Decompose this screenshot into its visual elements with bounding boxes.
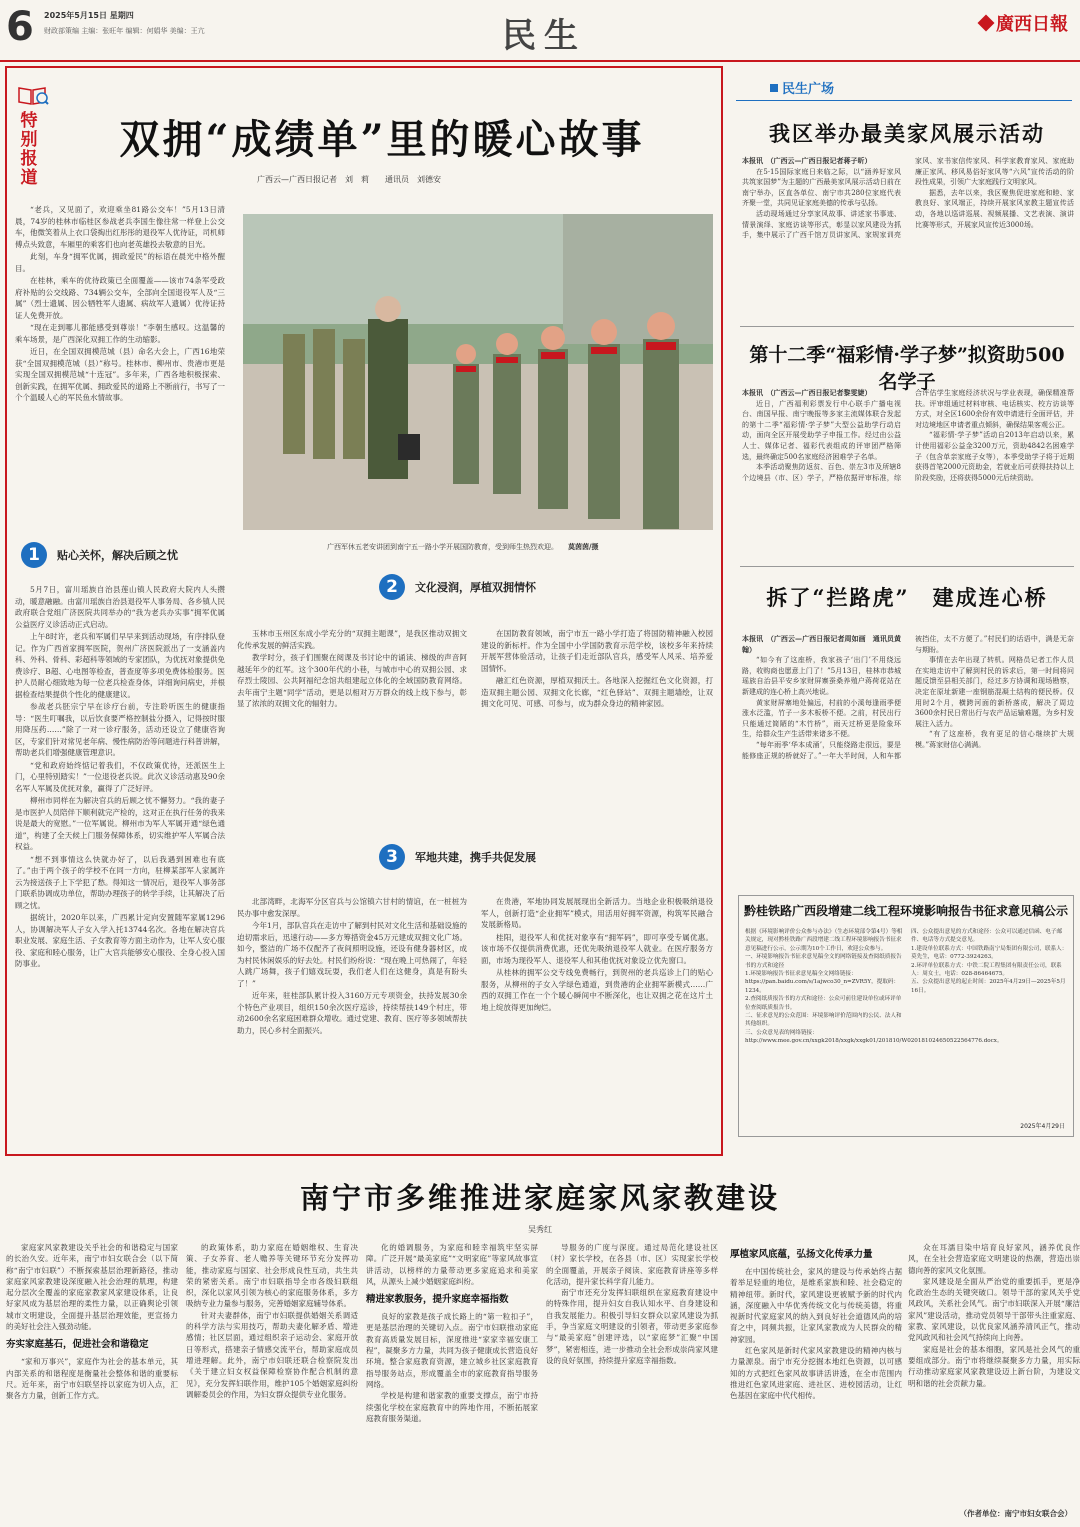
- feature-byline: 广西云—广西日报记者 刘 莉 通讯员 刘德安: [257, 175, 441, 184]
- newspaper-logo: [980, 10, 1068, 36]
- paragraph: 柳州市同样在为解决官兵的后顾之忧不懈努力。“我的妻子是市医护人员陪伴下顺利就完产检的，这对正在执行任务的我来说是最大的宽慰。”一位军属说。柳州市为军人军属开通“绿色通道”，构建了全天候上门服务保障体系，切实维护军人军属合法权益。: [15, 796, 225, 851]
- paragraph: 5月7日，富川瑶族自治县莲山镇人民政府大院内人头攒动，暖意融融。由富川瑶族自治县退役军人事务局、各乡镇人民政府联合党组广济医院共同举办的“我为老兵办实事”拥军优属公益医疗义诊活动正式启动。: [15, 585, 225, 629]
- paragraph: 此刻，车身“拥军优属，拥政爱民”的标语在晨光中格外醒目。: [15, 252, 225, 273]
- masthead: [0, 0, 1080, 62]
- notice-line: 根据《环境影响评价公众参与办法》（生态环境部令第4号）等相关规定，现对黔桂铁路广西段增建二线工程环境影响报告书征求意见稿进行公示，公示期为10个工作日，欢迎公众参与。: [745, 929, 903, 952]
- paragraph: 南宁市还充分发挥妇联组织在家庭教育建设中的特殊作用，提升妇女自我认知水平、自身建设和自我发展能力。积极引导妇女群众以家风建设为抓手，争当家庭文明建设的引领者，带动更多家庭参与“最美家庭”创建评选，以“家庭梦”汇聚“中国梦”，紧密相连，进一步推动全社会形成崇尚家风建设的良好氛围，持续提升家庭幸福指数。: [546, 1288, 718, 1365]
- subheading: 精进家教服务，提升家庭幸福指数: [366, 1294, 509, 1306]
- paragraph: 据统计，2020年以来，广西累计定向安置随军家属1296人，协调解决军人子女入学入托13744名次。各地在解决官兵职业发展、家庭生活、子女教育等方面主动作为，让军人安心服役、家庭和睦心服务，让广大官兵能够安心服役、全身心投入国防事业。: [15, 913, 225, 968]
- paragraph: 导服务的广度与深度。通过局范化建设社区（村）家长学校，在各县（市、区）实现家长学校的全面覆盖，开展亲子阅读、家庭教育讲座等多样化活动，提升家长科学育儿能力。: [546, 1243, 718, 1286]
- issue-date: 2025年5月15日 星期四: [44, 11, 134, 20]
- photo-caption-text: 广西军休五老安讲团到南宁五一路小学开展国防教育，受到师生热烈欢迎。: [327, 543, 558, 551]
- article-1-body: [742, 156, 1074, 316]
- header-rule: [736, 100, 1072, 101]
- paragraph: 事情在去年出现了转机。网格员记者工作人员在实地走访中了解到村民的诉求后，第一时间将问题反馈至县相关部门，经过多方协调和现场勘察，决定在原址新建一座钢筋混凝土结构的便民桥。仅用时2个月，横跨河面的新桥落成，解决了周边3600余村民日常出行与农产品运输难题，为乡村发展注入活力。: [915, 656, 1074, 728]
- column-header-label: 民生广场: [782, 82, 835, 97]
- paragraph: 北部湾畔，北海军分区官兵与公馆镇六甘村的情谊，在一桩桩为民办事中愈发深厚。: [237, 897, 467, 918]
- paragraph: 据悉，去年以来，我区聚焦促进家庭和睦、家教良好、家风端正，持续开展家风家教主题宣传活动，各地以巡讲巡展、视频展播、文艺表演、演讲比赛等形式，开展家风宣传近3000场。: [915, 188, 1074, 229]
- bottom-column-6: [908, 1242, 1080, 1522]
- article-3-body: [742, 634, 1074, 866]
- paragraph: 今年1月，部队官兵在走访中了解到村民对文化生活和基础设施的迫切需求后，迅速行动——多方筹措资金45万元建成双拥文化广场。如今，整洁的广场不仅配齐了夜间照明设施，还设有健身器材区，成为村民休闲娱乐的好去处。村民们纷纷说：“现在晚上可热闹了，年轻人跳广场舞，孩子们嬉戏玩耍，我们老人们在这健身，真是有盼头了！”: [237, 921, 467, 988]
- article-1-title: 我区举办最美家风展示活动: [769, 121, 1045, 146]
- notice-line: 1.环境影响报告书征求意见稿全文网络链接：https://pan.baidu.com/s/1ajwco30_n=ZVR5Y，提取码：1234。: [745, 971, 900, 994]
- intro-column: [15, 204, 225, 544]
- notice-line: 一、环境影响报告书征求意见稿全文的网络链接及查阅纸质报告书的方式和途径: [745, 954, 902, 969]
- notice-line: 2.环评单位联系方式：中铁二院工程集团有限责任公司，联系人：周女士，电话：028-86464675。: [911, 962, 1062, 978]
- paragraph: 家庭家风家教建设关乎社会的和谐稳定与国家的长治久安。近年来，南宁市妇女联合会（以下简称“南宁市妇联”）不断探索基层治理新路径，推动家庭家风家教建设深度融入社会治理的肌理，构建起分层次全覆盖的家庭家教家风家建设体系，让良好家风成为基层治理的柔性力量，以正确舆论引领城市文明建设，全面提升基层治理效能，更宣扬力的美好社会注入强劲动能。: [6, 1243, 178, 1332]
- paragraph: “老兵，又见面了，欢迎乘坐81路公交车！”5月13日清晨，74岁的桂林市临桂区参战老兵李国生像往常一样登上公交车，他微笑着从上衣口袋掏出红彤彤的退役军人优待证，司机师傅点头致意，车厢里的乘客们也向老英雄投去敬意的目光。: [15, 205, 225, 249]
- paragraph: “每年雨季‘华本成涌’，只能绕路走很远，要是能修座正规的桥就好了。”一年大半时间，人和车都被挡住，太不方便了。”村民们的话语中，满是无奈与期盼。: [742, 635, 1074, 760]
- open-book-icon: [17, 84, 49, 106]
- bottom-column-5: [730, 1242, 902, 1522]
- paragraph: 近日，广西福利彩票发行中心联手广播电视台、南国早报、南宁晚报等多家主流媒体联合发起的第十二季“福彩情·学子梦”大型公益助学行动启动，面向全区开展受助学子申报工作。经过由公益人士、媒体记者、福彩代表组成的评审团严格筛选，最终确定500名家庭经济困难学子名单。: [742, 399, 901, 461]
- notice-line: 三、公众意见表的网络链接：http://www.mee.gov.cn/xxgk2018/xxgk/xxgk01/201810/W020181024650522564776.docx。: [745, 1029, 1003, 1045]
- paragraph: 在5·15国际家庭日来临之际，以“涵养好家风 共筑家国梦”为主题的广西最美家风展示活动日前在南宁举办，区直各单位、南宁市共280位家庭代表齐聚一堂，共同见证家庭美德的传承与弘扬。: [742, 167, 908, 208]
- feature-headline: 双拥“成绩单”里的暖心故事: [119, 116, 645, 163]
- special-report-tag: 特别报道: [20, 111, 38, 188]
- section-3-column-a: [237, 896, 467, 1146]
- environmental-notice: [738, 895, 1074, 1137]
- bottom-column-3: [366, 1242, 538, 1522]
- paragraph: 家庭是社会的基本细胞，家风是社会风气的重要组成部分。南宁市将继续凝聚多方力量，用实际行动推动家庭家风家教建设迈上新台阶，为建设文明和谐的社会贡献力量。: [908, 1344, 1080, 1388]
- section-2-title: 文化浸润，厚植双拥情怀: [415, 581, 536, 594]
- paragraph: 近日，在全国双拥模范城（县）命名大会上，广西16地荣获“全国双拥模范城（县）”称号。桂林市、柳州市、贵港市更是实现全国双拥模范城“十连冠”。多年来，广西各地积极探索、创新实践，在拥军优属、拥政爱民的道路上不断前行，书写了一个个温暖人心的军民鱼水情故事。: [15, 347, 225, 402]
- special-report-box: [5, 66, 723, 1156]
- paragraph: 教学时分，孩子们围聚在阅课及书讨论中的诵读、梯级的声音阿越延年少的红军。这个300年代的小巷，与城市中心的双拥公园、求存烈士陵园、公共阿福纪念馆共组建起立体化的全域国防教育网络。去年南宁主题“同学”活动，更是以相对万万群众的线上线下参与，彰显了浓浓的双拥文化的辐射力。: [237, 653, 467, 708]
- section-3-column-b: [481, 896, 713, 1146]
- article-byline: 本报讯 （广西云—广西日报记者周如画 通讯员黄翰）: [742, 634, 901, 654]
- article-2-body: [742, 388, 1074, 556]
- bottom-column-4: [546, 1242, 718, 1522]
- section-1-title: 贴心关怀，解决后顾之忧: [57, 549, 178, 562]
- notice-line: 四、公众提出意见的方式和途径：公众可以通过信函、电子邮件、电话等方式提交意见。: [911, 929, 1063, 944]
- article-2-title: 第十二季“福彩情·学子梦”拟资助500名学子: [749, 344, 1065, 393]
- bottom-column-2: [186, 1242, 358, 1522]
- photo-caption: [327, 542, 599, 552]
- paragraph: 从桂林的拥军公交专线免费畅行，到贺州的老兵巡诊上门的贴心服务，从柳州的子女入学绿色通道，到贵港的企业拥军新模式……广西的双拥工作在一个个暖心瞬间中不断深化，也让双拥之花在这片土地上绽放得更加绚烂。: [481, 968, 713, 1012]
- bottom-article-title: 南宁市多维推进家庭家风家教建设: [299, 1181, 780, 1215]
- article-3-title: 拆了“拦路虎” 建成连心桥: [766, 585, 1048, 610]
- paragraph: “福彩情·学子梦”活动自2013年启动以来，累计使用福彩公益金3200万元，资助4842名困难学子（包含单亲家庭子女等），本季受助学子将于近期获得首笔2000元资助金，若就业后可获得扶持以上阶段奖励，还将获得5000元后续资助。: [915, 431, 1074, 482]
- divider: [740, 566, 1074, 567]
- article-byline: 本报讯 （广西云—广西日报记者蒋子昕）: [742, 156, 872, 165]
- section-title: 民生: [502, 16, 586, 56]
- editor-credits: 财政部策编 主编：张旺年 编辑：何娟华 美编：王亢: [44, 27, 205, 35]
- paragraph: “家和万事兴”，家庭作为社会的基本单元，其内部关系的和谐程度是衡量社会整体和谐的重要标尺。近年来，南宁市妇联坚持以家庭为切入点，汇聚各方力量，创新工作方式。: [6, 1357, 178, 1401]
- notice-line: 2.查阅纸质报告书的方式和途径：公众可前往建设单位或环评单位查阅纸质报告书。: [745, 996, 902, 1011]
- paragraph: 玉林市玉州区东成小学充分的“双拥主题课”，是我区推动双拥文化传承发展的鲜活实践。: [237, 629, 467, 650]
- paragraph: 在桂林，乘车的优待政策已全面覆盖——该市74条军受政府补贴的公交线路、734辆公交车，全部向全国退役军人及“三属”（烈士遗属、因公牺牲军人遗属、病故军人遗属）优待证持证人免费开放。: [15, 276, 225, 320]
- author-affiliation: （作者单位：南宁市妇女联合会）: [959, 1509, 1072, 1518]
- notice-line: 1.建设单位联系方式：中国铁路南宁局集团有限公司，联系人：莫先生，电话：0772-3924263。: [911, 945, 1068, 961]
- article-byline: 本报讯 （广西云—广西日报记者黎雯婕）: [742, 388, 872, 397]
- bottom-column-1: [6, 1242, 178, 1522]
- page-number: 6: [6, 4, 34, 50]
- paragraph: 在国防教育领域，南宁市五一路小学打造了将国防精神融入校园建设的新标杆。作为全国中小学国防教育示范学校，该校多年来持续开展军营体验活动，让孩子们走近部队官兵，感受军人风采、培养爱国情怀。: [481, 629, 713, 673]
- paragraph: 在贵港，军地协同发展展现出全新活力。当地企业积极吸纳退役军人，创新打造“企业拥军”模式，用活用好拥军资源，构筑军民融合发展新格局。: [481, 897, 713, 929]
- paragraph: 活动现场通过分享家风故事、讲述家书事迹、情景演绎、家庭访谈等形式，彰显以家风建设为抓手，集中展示了广西千馆万员讲家风、家规家训亮家风、家书家信传家风、科学家教育家风、家庭助廉正家风、移风易俗好家风等“六风”宣传活动的阶段性成果，引领广大家庭践行文明家风。: [742, 157, 1074, 240]
- notice-line: 五、公众提出意见的起止时间：2025年4月29日—2025年5月16日。: [911, 979, 1066, 994]
- newspaper-name: 廣西日報: [996, 14, 1068, 35]
- section-2-column-a: [237, 628, 467, 846]
- notice-date: 2025年4月29日: [1020, 1123, 1065, 1130]
- bottom-article-author: 吴秀红: [528, 1225, 552, 1234]
- paragraph: 参战老兵胚宗宁早在诊疗台前，专注聆听医生的健康指导：“医生叮嘱我，以后饮食要严格控制盐分摄入，记得按时服用降压药……”除了一对一诊疗服务，活动还设立了健康咨询区，专家们针对常见老年病、慢性病防治等问题进行科普讲解，帮助老兵们增强健康管理意识。: [15, 702, 225, 757]
- paragraph: 黄家财屏寨地处偏远，村前的小溪每逢雨季便涨水泛滥，竹子一多木板桥不便。之前，村民出行只能通过简陋的“木竹桥”，雨天过桥更是险象环生，给群众生产生活带来诸多不便。: [742, 698, 901, 739]
- paragraph: “有了这座桥，我有更足的信心继续扩大规模。”蒋家财信心满满。: [915, 730, 1074, 749]
- subheading: 厚植家风底蕴，弘扬文化传承力量: [730, 1249, 873, 1260]
- divider: [740, 326, 1074, 327]
- section-2-heading: [379, 574, 536, 600]
- notice-body-right: [911, 928, 1069, 1124]
- header-square-icon: [770, 84, 778, 92]
- section-1-heading: [21, 542, 178, 568]
- section-2-number: 2: [379, 574, 405, 600]
- section-3-heading: [379, 844, 536, 870]
- photo-credit: 莫茵茵/摄: [568, 542, 599, 551]
- paragraph: 良好的家教是孩子成长路上的“第一粒扣子”，更是基层治理的关键切入点。南宁市妇联推动家庭教育高质量发展目标，深度推进“家家幸福安康工程”，凝聚多方力量，共同为孩子健康成长营造良好环境。整合家庭教育资源，建立城乡社区家庭教育指导服务站点，形成覆盖全市的家庭教育指导服务网络。: [366, 1312, 538, 1389]
- notice-title: 黔桂铁路广西段增建二线工程环境影响报告书征求意见稿公示: [743, 904, 1068, 918]
- section-1-number: 1: [21, 542, 47, 568]
- notice-line: 二、征求意见的公众范围：环境影响评价范围内的公民、法人和其他组织。: [745, 1013, 902, 1028]
- veteran-school-visit-photo: [243, 214, 713, 530]
- paragraph: 化的婚调服务，为家庭和睦幸福筑牢坚实屏障。广泛开展“最美家庭”“文明家庭”等家风故事宣讲活动，以榜样的力量带动更多家庭追求和美家风，从源头上减少婚姻家庭纠纷。: [366, 1243, 538, 1286]
- paragraph: 融汇红色资源，厚植双拥沃土。各地深入挖掘红色文化资源，打造双拥主题公园、双拥文化长廊，“红色驿站”、双拥主题墙绘，让双拥文化可见、可感、可参与，成为群众身边的精神家园。: [481, 676, 713, 708]
- paragraph: “如今有了这座桥，我家孩子‘出门’不用绕远路，收购商也愿意上门了！”5月13日，桂林市恭城瑶族自治县平安乡家财屏寨蚕桑养殖户蒋荷花站在新建成的连心桥上高兴地说。: [742, 656, 901, 696]
- paragraph: 红色家风是新时代家风家教建设的精神内核与力量源泉。南宁市充分挖掘本地红色资源，以可感知的方式把红色家风故事讲活讲透，在全市范围内推进红色家风进家庭、进社区、进校园活动，让红色基因在家庭中代代相传。: [730, 1346, 902, 1401]
- paragraph: 针对夫妻群体，南宁市妇联提供婚姻关系调适的科学方法与实用技巧，帮助夫妻化解矛盾、增进感情；社区层面，通过组织亲子运动会、家庭开放日等形式，搭建亲子情感交流平台，帮助家庭成员增进理解。此外，南宁市妇联还联合检察院发出《关于建立妇女权益保障检察协作配合机制的意见》，充分发挥妇联作用，维护105个婚姻家庭纠纷调解委员会的作用，为妇女群众提供专业化服务。: [186, 1310, 358, 1399]
- paragraph: 上午8时许，老兵和军属们早早来到活动现场，有序排队登记。作为广西首家拥军医院，贺州广济医院派出了一支涵盖内科、外科、骨科、彩超科等领域的专家团队，为优抚对象提供免费诊疗、B超、心电图等检查，普查度等多项免费体检服务。医护人员耐心细致地为每一位老兵检查身体，详细询问病史，并根据检查结果提供个性化的健康建议。: [15, 632, 225, 699]
- paragraph: 众在耳濡目染中培育良好家风，涵养优良作风，在全社会营造家庭文明建设的热潮，营造出崇德向善的家风文化氛围。: [908, 1243, 1080, 1275]
- section-2-column-b: [481, 628, 713, 846]
- logo-diamond-icon: [978, 15, 995, 32]
- column-header: [770, 78, 834, 97]
- paragraph: 本季活动聚焦防返贫、百色、崇左3市及所辖8个边境县（市、区）学子，严格依据评审标准，综合评估学生家庭经济状况与学业表现，确保精准帮扶。评审组通过材料审核、电话核实、校方访谈等方式，对全区1600余份有效申请进行全面评估，并对边境地区申请者重点倾斜，确保结果客观公正。: [742, 389, 1074, 482]
- subheading: 夯实家庭基石，促进社会和谐稳定: [6, 1339, 149, 1351]
- section-1-column: [15, 584, 225, 1152]
- paragraph: 的政策体系，助力家庭在婚姻维权、生育决策、子女养育、老人赡养等关键环节充分发挥功能，推动家庭与国家、社会形成良性互动，共生共荣的紧密关系。南宁市妇联指导全市各级妇联组织，深化以家风引领为核心的家庭服务体系，多方吸纳专业力量参与服务，完善婚姻家庭辅导体系。: [186, 1243, 358, 1309]
- paragraph: “党和政府始终惦记着我们，不仅政策优待，还派医生上门，心里特别踏实！”一位退役老兵说。此次义诊活动惠及90余名军人军属及优抚对象，赢得了广泛好评。: [15, 760, 225, 793]
- paragraph: 桂阳，退役军人和优抚对象享有“拥军码”，即可享受专属优惠。该市场不仅提供消费优惠，还优先吸纳退役军人就业。在医疗服务方面，市场为现役军人、退役军人和其他优抚对象设立优先窗口。: [481, 932, 713, 965]
- section-3-number: 3: [379, 844, 405, 870]
- paragraph: “想不到事情这么快就办好了，以后我遇到困难也有底了。”由于两个孩子的学校不在同一方向，驻柳某部军人家属许云为接送孩子上下学犯了愁。得知这一情况后，退役军人事务部门联系协调成功单位，帮助办理孩子的转学手续，让其解决了后顾之忧。: [15, 854, 225, 910]
- paragraph: 家风建设是全面从严治党的重要抓手，更是净化政治生态的关键突破口。领导干部的家风关乎党风政风，关系社会风气。南宁市妇联深入开展“廉洁家风”建设活动，推动党员领导干部带头注重家庭、家教、家风建设，以优良家风涵养清风正气，推动党风政风和社会风气持续向上向善。: [908, 1276, 1080, 1343]
- section-3-title: 军地共建，携手共促发展: [415, 851, 536, 864]
- paragraph: 近年来，驻桂部队累计投入3160万元专项资金，扶持发展30余个特色产业项目，组织150余次医疗巡诊，持续帮扶149个村庄，带动2600余名家庭困难群众增收。通过党建、教育、医疗等多领域帮扶助力，民心乡村全面振兴。: [237, 991, 467, 1035]
- paragraph: “现在走到哪儿都能感受到尊崇！”李朝生感叹。这温馨的乘车场景，是广西深化双拥工作的生动缩影。: [15, 323, 225, 344]
- paragraph: 在中国传统社会，家风的建设与传承始终占据着举足轻重的地位，是维系家族和睦、社会稳定的精神纽带。新时代，家风建设更被赋予新的时代内涵，深度融入中华优秀传统文化与传统美德，将重视新时代家庭家风的纳入到良好社会道德风尚的培育之中，同频共振，让家风家教成为人民群众的精神家园。: [730, 1267, 902, 1344]
- paragraph: 学校是构建和谐家教的重要支撑点，南宁市持续强化学校在家庭教育中的阵地作用，不断拓展家庭教育服务渠道。: [366, 1391, 538, 1423]
